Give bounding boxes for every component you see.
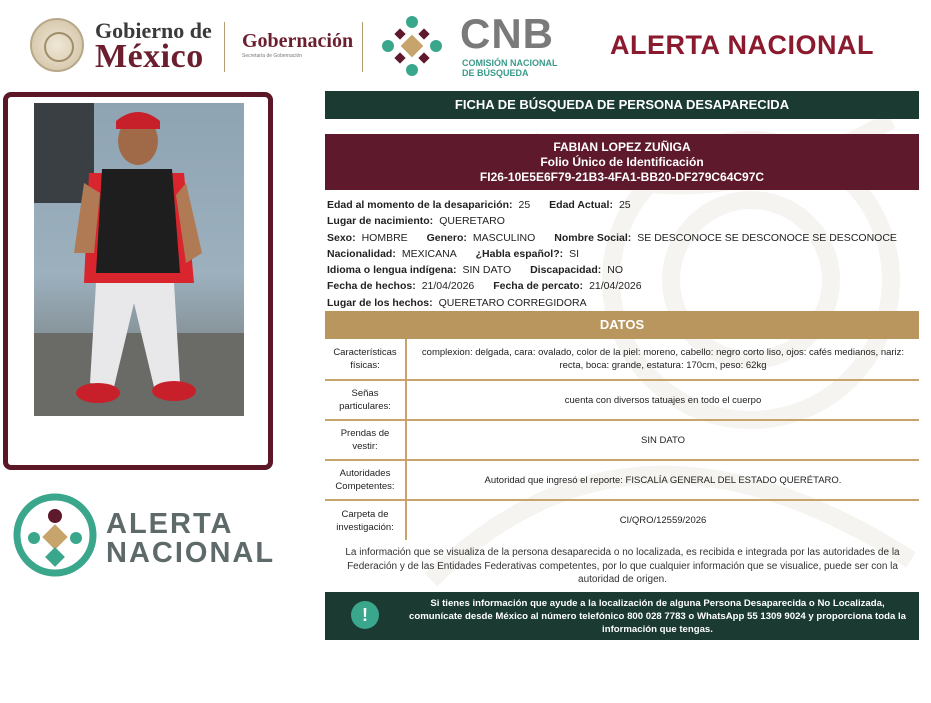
nombre-social-value: SE DESCONOCE SE DESCONOCE SE DESCONOCE: [637, 231, 897, 244]
lugar-hechos-value: QUERETARO CORREGIDORA: [438, 296, 587, 309]
info-row: [327, 213, 921, 229]
person-header: [325, 134, 919, 190]
datos-key: Carpeta de investigación:: [325, 500, 406, 540]
info-row: [327, 230, 921, 246]
info-row: [327, 295, 921, 311]
alerta-nacional-logo-icon: [12, 492, 98, 578]
header: [0, 0, 931, 90]
cnb-title: CNB: [460, 10, 554, 57]
edad-actual-label: Edad Actual:: [549, 199, 613, 211]
nombre-social-label: Nombre Social:: [554, 231, 632, 244]
person-photo-illustration: [34, 103, 244, 416]
alerta-nacional-logo-text: [106, 510, 275, 568]
contact-text: Si tienes información que ayude a la localización de alguna Persona Desaparecida o No Localizada, comunícate desde México al número telefónico 800 028 7783 o WhatsApp 55 1309 9024 y proporciona toda la información que tengas.: [409, 598, 906, 635]
idioma-label: Idioma o lengua indígena:: [327, 264, 457, 277]
gobernacion-subtitle: Secretaría de Gobernación: [242, 53, 303, 59]
idioma-value: SIN DATO: [462, 264, 512, 277]
datos-header: DATOS: [325, 311, 919, 339]
cnb-logo-icon: [378, 12, 446, 80]
cnb-subtitle-line1: COMISIÓN NACIONAL: [462, 58, 558, 68]
table-row: [325, 500, 919, 540]
table-row: [325, 380, 919, 420]
fecha-percato-value: 21/04/2026: [589, 280, 642, 293]
cnb-subtitle: [462, 58, 558, 78]
datos-key: Señas particulares:: [325, 380, 406, 420]
genero-value: MASCULINO: [472, 231, 536, 244]
alerta-logo-line1: ALERTA: [106, 508, 234, 540]
habla-espanol-label: ¿Habla español?:: [475, 247, 564, 260]
person-photo: [34, 103, 244, 416]
table-row: [325, 460, 919, 500]
contact-banner: [325, 592, 919, 640]
nacionalidad-label: Nacionalidad:: [327, 247, 396, 260]
datos-value: CI/QRO/12559/2026: [619, 515, 707, 526]
table-row: [325, 339, 919, 380]
datos-key: Características físicas:: [325, 339, 406, 380]
edad-desaparicion-label: Edad al momento de la desaparición:: [327, 199, 513, 211]
photo-frame: [3, 92, 273, 470]
lugar-nacimiento-label: Lugar de nacimiento:: [327, 215, 434, 228]
table-row: [325, 420, 919, 460]
person-name: FABIAN LOPEZ ZUÑIGA: [553, 140, 691, 154]
edad-actual-value: 25: [618, 199, 631, 211]
gobierno-line2: México: [95, 38, 204, 75]
discapacidad-label: Discapacidad:: [530, 264, 602, 277]
datos-value: Autoridad que ingresó el reporte: FISCALÍA GENERAL DEL ESTADO QUERÉTARO.: [406, 460, 919, 500]
habla-espanol-value: SI: [569, 247, 580, 260]
edad-desaparicion-value: 25: [518, 199, 531, 211]
datos-value: SIN DATO: [406, 420, 919, 460]
lugar-nacimiento-value: QUERETARO: [439, 215, 505, 228]
header-divider: [224, 22, 225, 72]
header-divider: [362, 22, 363, 72]
discapacidad-value: NO: [607, 264, 624, 277]
exclamation-icon: !: [351, 601, 379, 629]
cnb-subtitle-line2: DE BÚSQUEDA: [462, 68, 529, 78]
alerta-nacional-title: ALERTA NACIONAL: [610, 30, 874, 60]
datos-key: Prendas de vestir:: [325, 420, 406, 460]
folio-label: Folio Único de Identificación: [540, 155, 704, 169]
fecha-hechos-value: 21/04/2026: [421, 280, 475, 293]
info-row: [327, 278, 921, 294]
sexo-label: Sexo:: [327, 231, 356, 244]
datos-value: complexion: delgada, cara: ovalado, color de la piel: moreno, cabello: negro corto liso, ojos: cafés medianos, nariz: recta, boca: grande, estatura: 170cm, peso: 62kg: [406, 339, 919, 380]
datos-table: [325, 339, 919, 540]
disclaimer-text: La información que se visualiza de la persona desaparecida o no localizada, es recibida e integrada por las autoridades de la Federación y de las Entidades Federativas competentes, por lo que cualquier información que se visualice, puede ser con la autoridad de origen.: [345, 547, 900, 585]
info-row: [327, 262, 921, 278]
nacionalidad-value: MEXICANA: [401, 247, 457, 260]
mexico-seal-icon: [30, 18, 84, 72]
gobierno-line1: Gobierno de: [95, 18, 212, 43]
ficha-title: FICHA DE BÚSQUEDA DE PERSONA DESAPARECIDA: [325, 91, 919, 119]
fecha-hechos-label: Fecha de hechos:: [327, 280, 416, 293]
folio-number: FI26-10E5E6F79-21B3-4FA1-BB20-DF279C64C97C: [479, 170, 765, 184]
datos-value: cuenta con diversos tatuajes en todo el cuerpo: [406, 380, 919, 420]
gobernacion-logo: Gobernación: [242, 30, 354, 52]
datos-key: Autoridades Competentes:: [325, 460, 406, 500]
fecha-percato-label: Fecha de percato:: [493, 280, 584, 293]
info-row: [327, 197, 921, 213]
lugar-hechos-label: Lugar de los hechos:: [327, 296, 433, 309]
sexo-value: HOMBRE: [361, 231, 408, 244]
genero-label: Genero:: [426, 231, 467, 244]
person-info: [327, 197, 921, 311]
info-row: [327, 246, 921, 262]
alerta-logo-line2: NACIONAL: [106, 537, 276, 569]
